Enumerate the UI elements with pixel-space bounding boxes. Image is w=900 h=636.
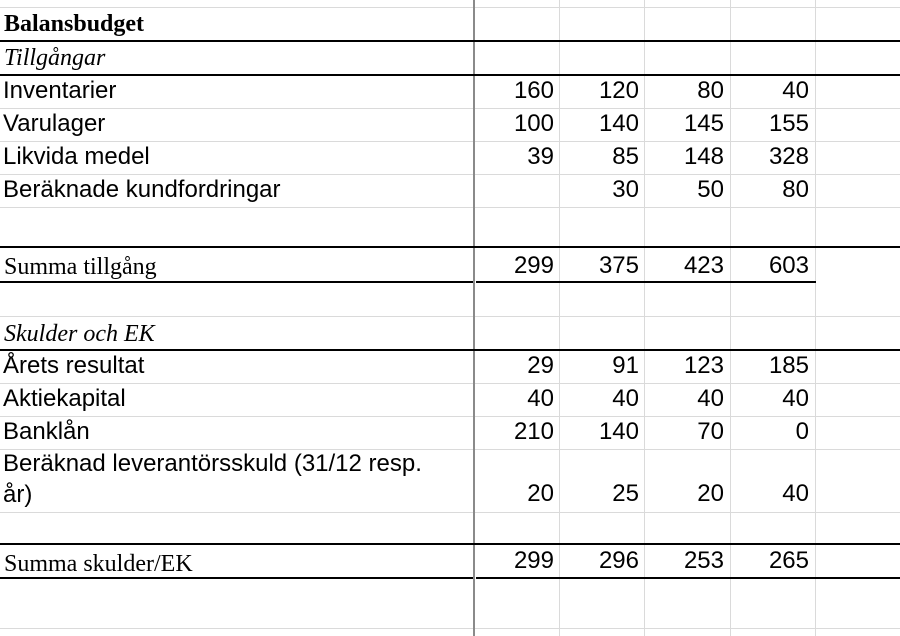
cell-value[interactable]: 40 <box>782 480 809 507</box>
cell-value[interactable]: 603 <box>768 252 809 279</box>
section-border <box>0 40 900 42</box>
cell-value[interactable]: 39 <box>527 143 554 170</box>
assets-heading[interactable]: Tillgångar <box>4 45 106 71</box>
section-border <box>476 281 816 283</box>
cell-value[interactable]: 20 <box>527 480 554 507</box>
cell-value[interactable]: 210 <box>513 418 554 445</box>
cell-value[interactable]: 40 <box>697 385 724 412</box>
cell-value[interactable]: 40 <box>527 385 554 412</box>
gridline <box>815 0 816 636</box>
cell-value[interactable]: 299 <box>513 547 554 574</box>
cell-value[interactable]: 185 <box>768 352 809 379</box>
section-border <box>0 246 900 248</box>
cell-value[interactable]: 0 <box>795 418 809 445</box>
cell-value[interactable]: 20 <box>697 480 724 507</box>
section-border <box>0 543 900 545</box>
row-label-arets-resultat[interactable]: Årets resultat <box>3 352 145 379</box>
section-border <box>0 349 900 351</box>
section-border <box>476 577 900 579</box>
row-label-leverantorsskuld-cont[interactable]: år) <box>3 481 33 508</box>
cell-value[interactable]: 91 <box>612 352 639 379</box>
cell-value[interactable]: 423 <box>683 252 724 279</box>
row-label-varulager[interactable]: Varulager <box>3 110 106 137</box>
liabilities-heading[interactable]: Skulder och EK <box>4 321 155 347</box>
cell-value[interactable]: 296 <box>598 547 639 574</box>
cell-value[interactable]: 40 <box>782 77 809 104</box>
cell-value[interactable]: 29 <box>527 352 554 379</box>
assets-total-label[interactable]: Summa tillgång <box>4 254 157 280</box>
cell-value[interactable]: 85 <box>612 143 639 170</box>
cell-value[interactable]: 40 <box>782 385 809 412</box>
row-label-inventarier[interactable]: Inventarier <box>3 77 117 104</box>
gridline <box>0 7 900 8</box>
row-label-leverantorsskuld[interactable]: Beräknad leverantörsskuld (31/12 resp. <box>3 450 422 477</box>
cell-value[interactable]: 30 <box>612 176 639 203</box>
cell-value[interactable]: 375 <box>598 252 639 279</box>
cell-value[interactable]: 328 <box>768 143 809 170</box>
sheet-title[interactable]: Balansbudget <box>4 11 145 37</box>
gridline <box>0 628 900 629</box>
cell-value[interactable]: 100 <box>513 110 554 137</box>
cell-value[interactable]: 253 <box>683 547 724 574</box>
row-label-kundfordringar[interactable]: Beräknade kundfordringar <box>3 176 281 203</box>
cell-value[interactable]: 50 <box>697 176 724 203</box>
liabilities-total-label[interactable]: Summa skulder/EK <box>4 551 193 577</box>
gridline <box>0 416 900 417</box>
cell-value[interactable]: 80 <box>697 77 724 104</box>
section-border <box>0 74 900 76</box>
gridline <box>0 108 900 109</box>
section-border <box>0 281 473 283</box>
cell-value[interactable]: 140 <box>598 110 639 137</box>
gridline <box>0 141 900 142</box>
row-label-banklan[interactable]: Banklån <box>3 418 90 445</box>
cell-value[interactable]: 80 <box>782 176 809 203</box>
gridline <box>0 512 900 513</box>
cell-value[interactable]: 155 <box>768 110 809 137</box>
cell-value[interactable]: 70 <box>697 418 724 445</box>
cell-value[interactable]: 145 <box>683 110 724 137</box>
gridline <box>0 383 900 384</box>
row-label-likvida-medel[interactable]: Likvida medel <box>3 143 150 170</box>
cell-value[interactable]: 160 <box>513 77 554 104</box>
gridline <box>0 207 900 208</box>
cell-value[interactable]: 265 <box>768 547 809 574</box>
cell-value[interactable]: 148 <box>683 143 724 170</box>
row-label-aktiekapital[interactable]: Aktiekapital <box>3 385 126 412</box>
cell-value[interactable]: 140 <box>598 418 639 445</box>
cell-value[interactable]: 40 <box>612 385 639 412</box>
cell-value[interactable]: 299 <box>513 252 554 279</box>
gridline <box>0 174 900 175</box>
cell-value[interactable]: 25 <box>612 480 639 507</box>
gridline <box>0 316 900 317</box>
cell-value[interactable]: 120 <box>598 77 639 104</box>
cell-value[interactable]: 123 <box>683 352 724 379</box>
